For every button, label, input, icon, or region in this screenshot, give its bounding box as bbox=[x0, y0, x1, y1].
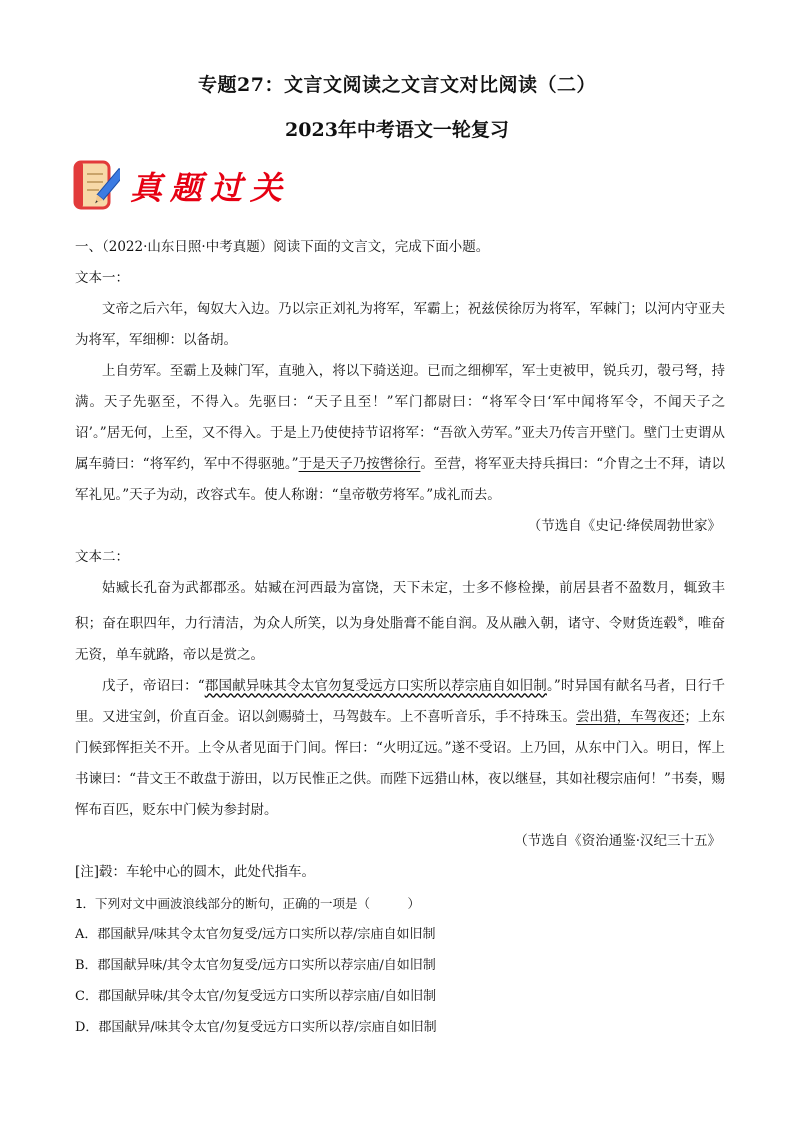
text-span: ，唯奋无资，单车就路，帝以是赏之。 bbox=[75, 615, 725, 663]
text1-source: （节选自《史记·绛侯周勃世家》 bbox=[527, 518, 721, 534]
text-span: 上自劳军。至霸上及棘门军，直驰入，将以下骑送迎。已而之细柳军，军士吏被甲，锐兵刃，彀弓弩，持满。天子先驱至，不得入。先驱曰：“天子且至！”军门都尉曰：“将军令曰‘军中闻将军令，不闻天子之诏’。”居无何，上至，又不得入。于是上乃使使持节诏将军：“吾欲入劳军。”亚夫乃传言开壁门。壁门士吏谓从属车骑曰：“将军约，军中不得驱驰。” bbox=[75, 363, 725, 472]
text-span: 。至营，将军亚夫持兵揖曰：“介胄之士不拜，请以军礼见。”天子为动，改容式车。使人称谢：“皇帝敬劳将军。”成礼而去。 bbox=[75, 456, 725, 503]
text-span: ；上东门候郅恽拒关不开。上令从者见面于门间。恽曰：“火明辽远。”遂不受诏。上乃回，从东中门入。明日，恽上书谏曰：“昔文王不敢盘于游田，以万民惟正之供。而陛下远猎山林，夜以继昼，其如社稷宗庙何！”书奏，赐恽布百匹，贬东中门候为参封尉。 bbox=[75, 708, 726, 818]
text-span: 姑臧长孔奋为武都郡丞。姑臧在河西最为富饶，天下未定，士多不修检操，前居县者不盈数月，辄致丰积；奋在职四年，力行清洁，为众人所笑，以为身处脂膏不能自润。及从融入朝，诸守、令财货连毂 bbox=[75, 580, 725, 632]
text-span: 戊子，帝诏曰：“ bbox=[102, 677, 205, 694]
text2-label: 文本二： bbox=[75, 549, 129, 565]
text1-paragraph-2 bbox=[75, 356, 725, 511]
underlined-sentence: 尝出猎，车驾夜还 bbox=[576, 708, 685, 725]
question-stem: 1．下列对文中画波浪线部分的断句，正确的一项是（ ） bbox=[75, 895, 421, 911]
text2-source: （节选自《资治通鉴·汉纪三十五》 bbox=[514, 832, 721, 849]
document-body bbox=[75, 232, 725, 1043]
text2-paragraph-2 bbox=[75, 671, 725, 826]
option-b: B．郡国献异味/其令太官勿复受/远方口实所以荐宗庙/自如旧制 bbox=[75, 957, 436, 973]
text2-paragraph-1 bbox=[75, 573, 725, 671]
underlined-sentence: 于是天子乃按辔徐行 bbox=[298, 456, 421, 472]
question-intro: 一、（2022·山东日照·中考真题）阅读下面的文言文，完成下面小题。 bbox=[75, 239, 490, 255]
page-subtitle: 2023年中考语文一轮复习 bbox=[285, 119, 509, 141]
option-c: C．郡国献异味/其令太官/勿复受远方口实所以荐宗庙/自如旧制 bbox=[75, 988, 437, 1004]
text1-paragraph-1: 文帝之后六年，匈奴大入边。乃以宗正刘礼为将军，军霸上；祝兹侯徐厉为将军，军棘门；以河内守亚夫为将军，军细柳：以备胡。 bbox=[75, 301, 725, 348]
notebook-pencil-icon bbox=[72, 158, 120, 214]
text1-label: 文本一： bbox=[75, 270, 129, 286]
page-title: 专题27：文言文阅读之文言文对比阅读（二） bbox=[198, 74, 596, 96]
footnote: [注]毂：车轮中心的圆木，此处代指车。 bbox=[75, 863, 316, 880]
annotation-mark: ※ bbox=[677, 615, 685, 624]
wavy-underlined-sentence: 郡国献异味其令太官勿复受远方口实所以荐宗庙自如旧制 bbox=[204, 677, 547, 694]
text-span: 。”时异国有献名马者，日行千里。又进宝剑，价直百金。诏以剑赐骑士，马驾鼓车。上不喜听音乐，手不持珠玉。 bbox=[75, 677, 726, 725]
option-a: A．郡国献异/味其令太官勿复受/远方口实所以荐/宗庙自如旧制 bbox=[75, 926, 436, 942]
badge-label: 真题过关 bbox=[130, 169, 291, 207]
section-badge bbox=[72, 156, 290, 216]
option-d: D．郡国献异/味其令太官/勿复受远方口实所以荐/宗庙自如旧制 bbox=[75, 1019, 437, 1035]
